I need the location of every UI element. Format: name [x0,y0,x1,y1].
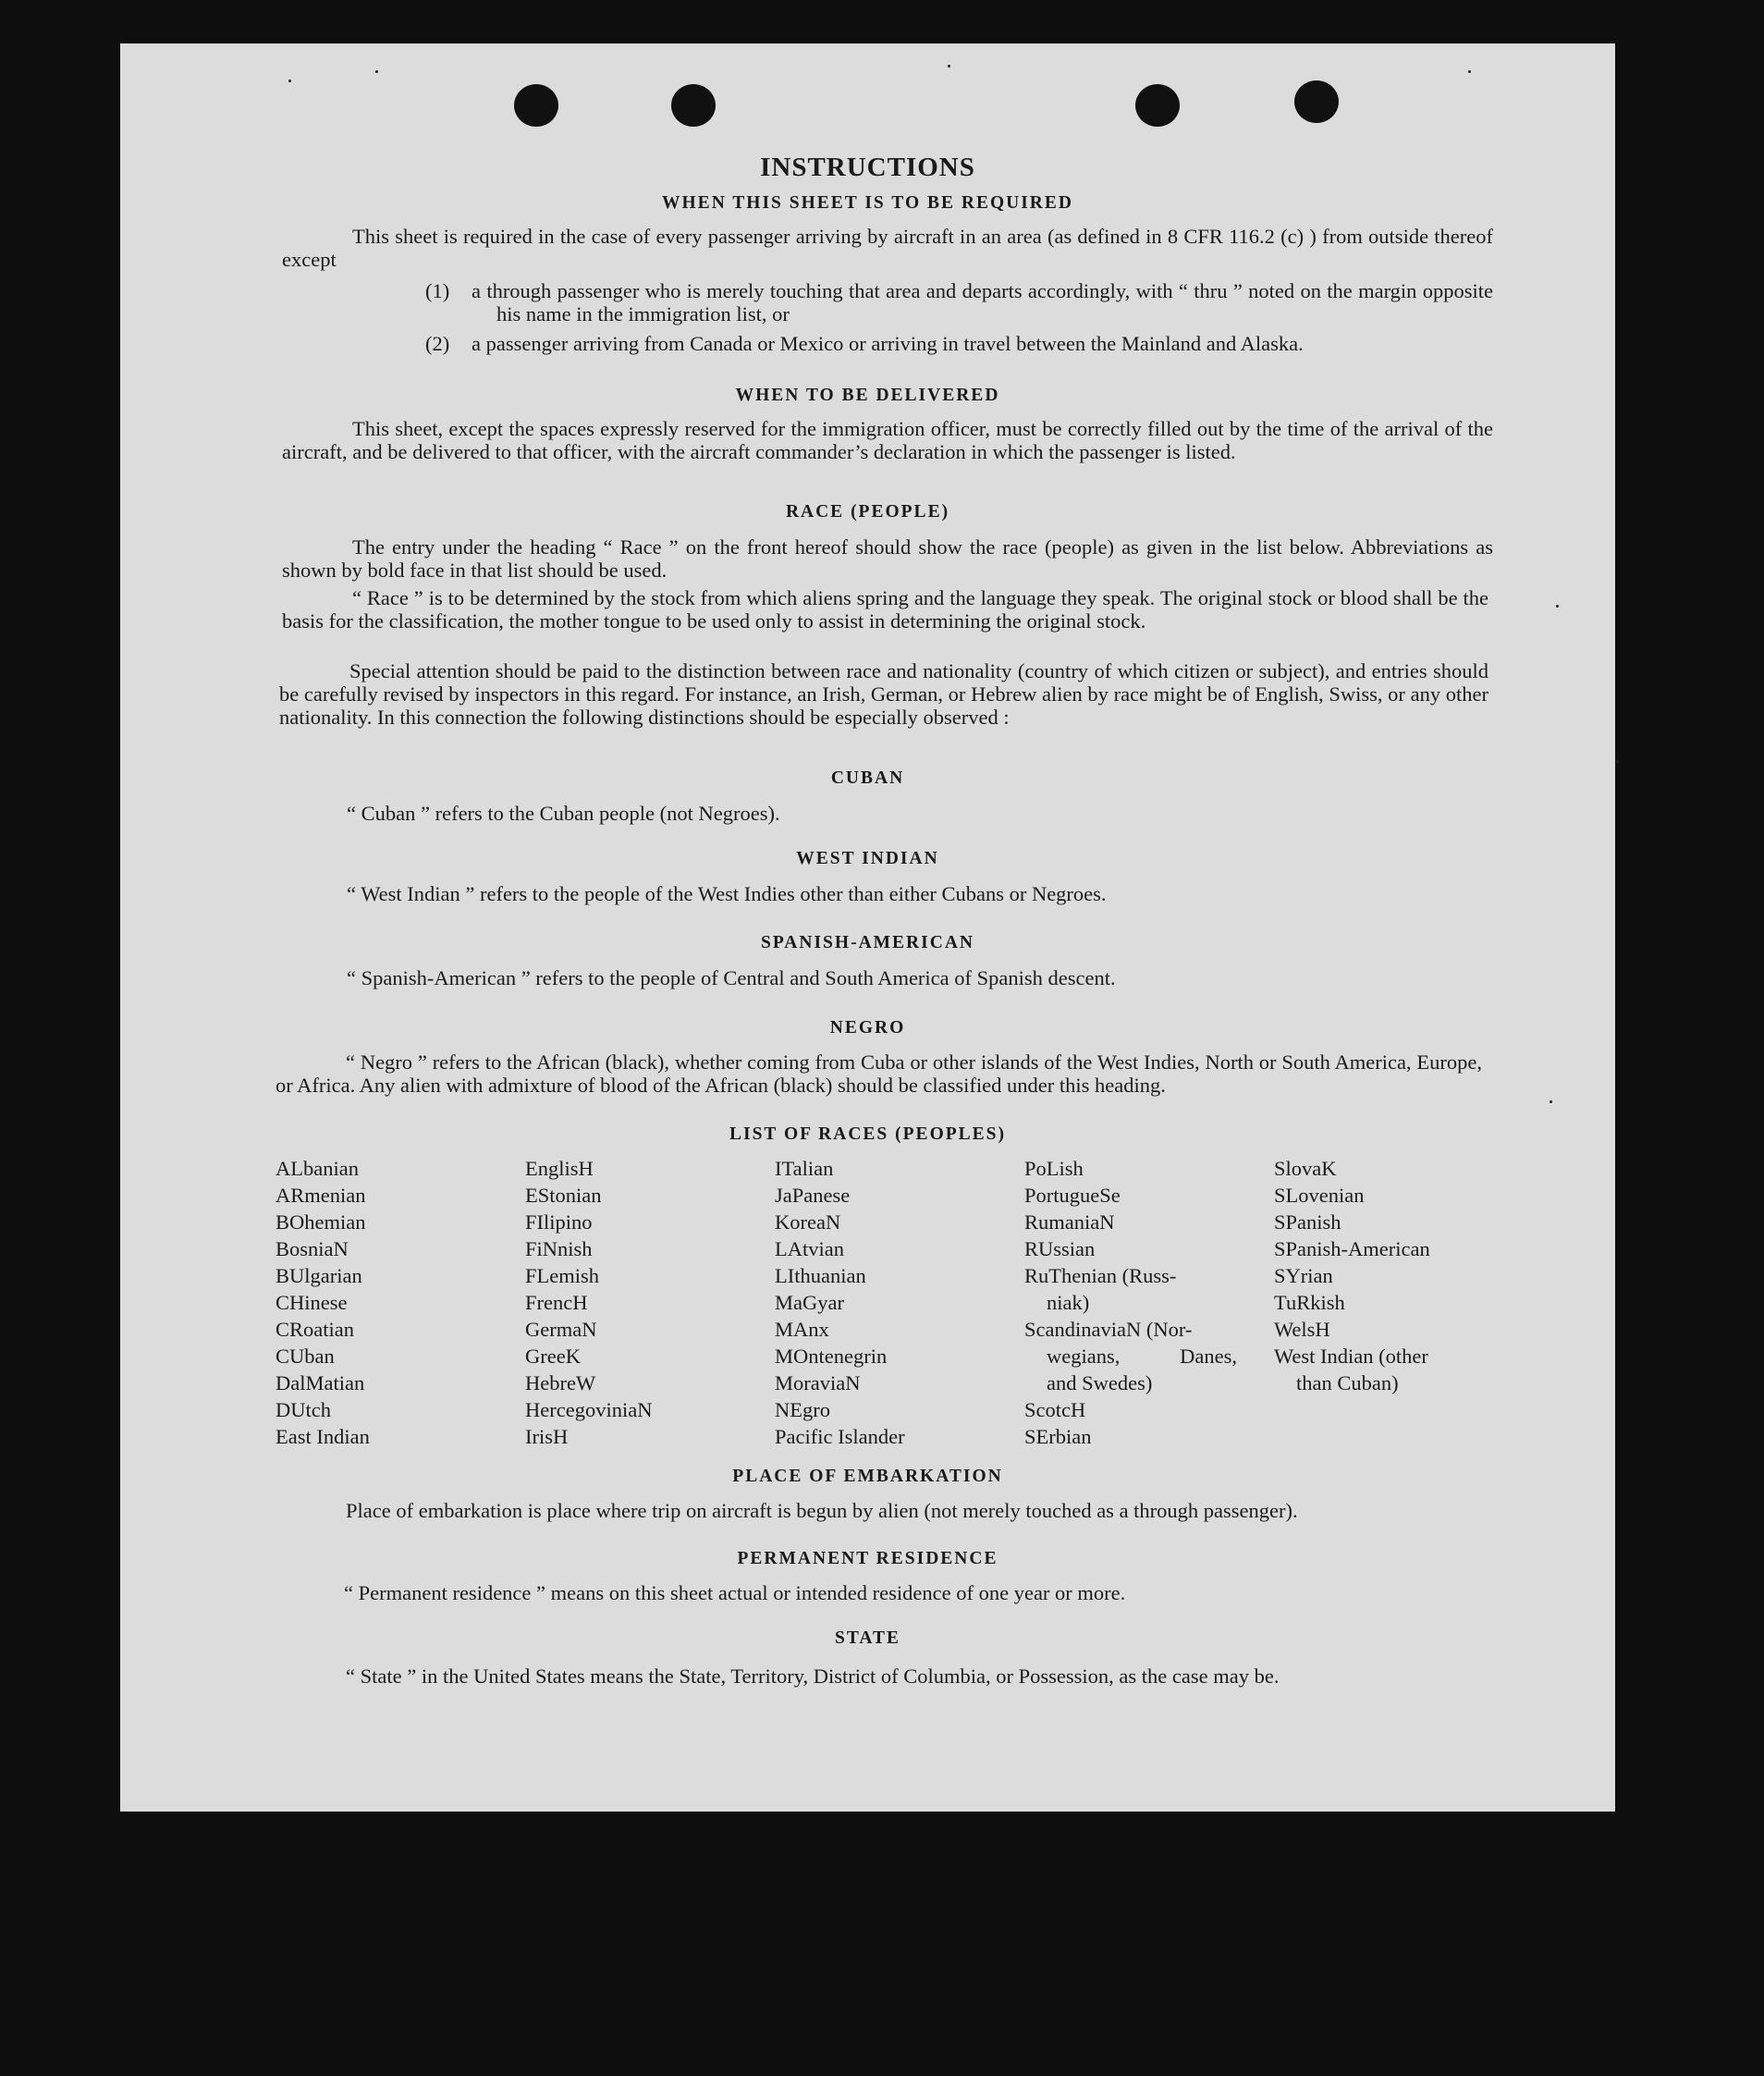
race-entry: SLovenian [1274,1184,1365,1207]
paragraph-residence: “ Permanent residence ” means on this sheet actual or intended residence of one year or more. [344,1581,1126,1604]
heading-when-delivered: WHEN TO BE DELIVERED [735,386,1000,405]
list-item-1: (1) a through passenger who is merely touching that area and departs accordingly, with “ thru ” noted on the margin opposite his name in the immigration list, or [425,279,1493,326]
race-entry: West Indian (other [1274,1345,1428,1368]
race-entry: TuRkish [1274,1291,1345,1314]
heading-embarkation: PLACE OF EMBARKATION [732,1467,1003,1486]
race-entry: ScotcH [1024,1398,1086,1421]
race-entry: MoraviaN [775,1371,861,1394]
race-entry: GreeK [525,1345,581,1368]
race-entry: and Swedes) [1047,1371,1153,1394]
page-title: INSTRUCTIONS [760,153,975,182]
race-entry: ARmenian [276,1184,366,1207]
race-entry: East Indian [276,1425,370,1448]
race-entry: PortugueSe [1024,1184,1121,1207]
races-column-5 [1274,1155,1430,1396]
race-entry: CRoatian [276,1318,354,1341]
race-entry: SlovaK [1274,1157,1337,1180]
race-entry: LAtvian [775,1237,844,1260]
race-entry: RUssian [1024,1237,1096,1260]
race-entry: LIthuanian [775,1264,866,1287]
race-entry: SYrian [1274,1264,1333,1287]
races-column-2 [525,1155,652,1450]
heading-residence: PERMANENT RESIDENCE [737,1549,998,1568]
speck [1556,605,1559,608]
race-entry: CHinese [276,1291,348,1314]
race-entry: than Cuban) [1296,1371,1399,1394]
speck [1550,1100,1552,1103]
paragraph-spanish-american: “ Spanish-American ” refers to the people of Central and South America of Spanish descent. [347,966,1116,989]
races-column-1 [276,1155,370,1450]
heading-when-required: WHEN THIS SHEET IS TO BE REQUIRED [662,193,1073,213]
paragraph-embarkation: Place of embarkation is place where trip on aircraft is begun by alien (not merely touched as a through passenger). [346,1499,1298,1522]
race-entry: FIlipino [525,1210,593,1234]
race-entry: SPanish-American [1274,1237,1430,1260]
race-entry: EStonian [525,1184,602,1207]
race-entry: BUlgarian [276,1264,362,1287]
race-entry: HercegoviniaN [525,1398,653,1421]
race-entry: NEgro [775,1398,830,1421]
race-entry: Pacific Islander [775,1425,905,1448]
race-entry: MAnx [775,1318,829,1341]
paragraph-when-required: This sheet is required in the case of every passenger arriving by aircraft in an area (as defined in 8 CFR 116.2 (c) ) from outside thereof except [282,225,1493,271]
race-entry: JaPanese [775,1184,851,1207]
heading-spanish-american: SPANISH-AMERICAN [761,933,974,952]
race-entry: MaGyar [775,1291,844,1314]
race-entry: IrisH [525,1425,569,1448]
speck [375,70,378,73]
race-entry: DalMatian [276,1371,365,1394]
heading-state: STATE [834,1628,901,1648]
document-sheet [120,43,1615,1812]
race-entry: BosniaN [276,1237,349,1260]
race-entry: ITalian [775,1157,834,1180]
race-entry: ALbanian [276,1157,359,1180]
heading-negro: NEGRO [829,1018,906,1038]
paragraph-when-delivered: This sheet, except the spaces expressly reserved for the immigration officer, must be correctly filled out by the time of the arrival of the aircraft, and be delivered to that officer, with the aircraft commander’s declaration in which the passenger is listed. [282,417,1493,463]
heading-race: RACE (PEOPLE) [785,502,950,522]
race-entry: MOntenegrin [775,1345,888,1368]
race-entry: FLemish [525,1264,600,1287]
speck [1616,760,1619,763]
race-entry: BOhemian [276,1210,366,1234]
races-column-4 [1024,1155,1237,1450]
race-entry: FiNnish [525,1237,593,1260]
paragraph-west-indian: “ West Indian ” refers to the people of the West Indies other than either Cubans or Negroes. [347,882,1107,905]
paragraph-race-1: The entry under the heading “ Race ” on the front hereof should show the race (people) as given in the list below. Abbreviations as shown by bold face in that list should be used. [282,535,1493,582]
race-entry: wegians, Danes, [1047,1345,1237,1368]
paragraph-cuban: “ Cuban ” refers to the Cuban people (not Negroes). [347,802,780,825]
race-entry: SPanish [1274,1210,1341,1234]
race-entry: DUtch [276,1398,331,1421]
speck [948,65,950,68]
race-entry: PoLish [1024,1157,1084,1180]
race-entry: EnglisH [525,1157,594,1180]
paragraph-state: “ State ” in the United States means the State, Territory, District of Columbia, or Possession, as the case may be. [346,1664,1280,1688]
speck [288,80,291,82]
races-column-3 [775,1155,905,1450]
race-entry: SErbian [1024,1425,1092,1448]
heading-list-of-races: LIST OF RACES (PEOPLES) [729,1124,1006,1144]
race-entry: niak) [1047,1291,1090,1314]
paragraph-race-3: Special attention should be paid to the distinction between race and nationality (country of which citizen or subject), and entries should be carefully revised by inspectors in this regard. For instance, an Irish, German, or Hebrew alien by race might be of English, Swiss, or any other nationality. In this connection the following distinctions should be especially observed : [279,659,1488,729]
paragraph-negro: “ Negro ” refers to the African (black), whether coming from Cuba or other islands of the West Indies, North or South America, Europe, or Africa. Any alien with admixture of blood of the African (black) should be classified under this heading. [276,1050,1482,1097]
race-entry: CUban [276,1345,335,1368]
heading-west-indian: WEST INDIAN [796,849,939,868]
heading-cuban: CUBAN [830,768,905,788]
race-entry: FrencH [525,1291,588,1314]
speck [1468,70,1471,73]
list-item-2: (2) a passenger arriving from Canada or Mexico or arriving in travel between the Mainland and Alaska. [425,332,1304,355]
race-entry: RuThenian (Russ- [1024,1264,1177,1287]
race-entry: HebreW [525,1371,596,1394]
race-entry: RumaniaN [1024,1210,1115,1234]
race-entry: ScandinaviaN (Nor- [1024,1318,1193,1341]
race-entry: GermaN [525,1318,597,1341]
paragraph-race-2: “ Race ” is to be determined by the stock from which aliens spring and the language they speak. The original stock or blood shall be the basis for the classification, the mother tongue to be used only to assist in determining the original stock. [282,586,1488,633]
race-entry: WelsH [1274,1318,1330,1341]
race-entry: KoreaN [775,1210,841,1234]
